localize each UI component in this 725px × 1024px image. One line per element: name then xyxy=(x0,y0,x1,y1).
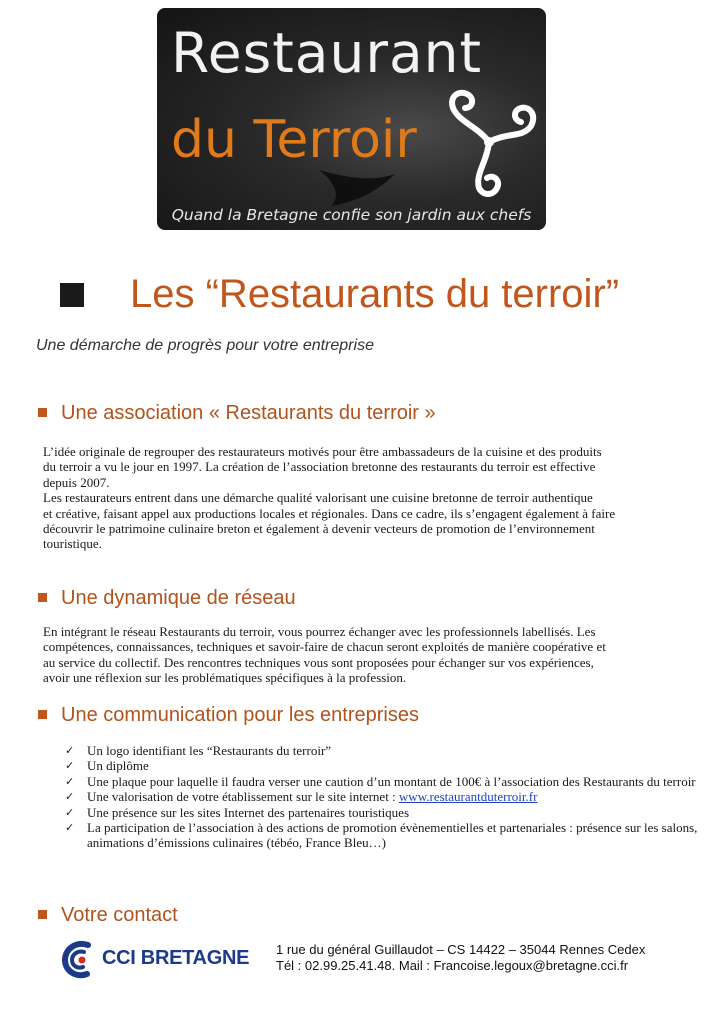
bullet-square-icon xyxy=(38,408,47,417)
section-heading-text: Une association « Restaurants du terroir » xyxy=(61,402,436,424)
section-heading-text: Une dynamique de réseau xyxy=(61,587,296,609)
list-item xyxy=(63,774,719,789)
checkmark-icon: ✓ xyxy=(65,774,75,788)
list-item xyxy=(63,758,719,773)
triskel-icon xyxy=(437,86,541,198)
checkmark-icon: ✓ xyxy=(65,744,75,757)
wing-icon xyxy=(317,168,397,208)
checkmark-icon: ✓ xyxy=(65,805,75,819)
list-item-text: Une plaque pour laquelle il faudra verser une caution d’un montant de 100€ à l’association des Restaurants du terroir xyxy=(87,773,696,789)
paragraph-line: compétences, connaissances, techniques et savoir-faire de chacun seront exploités de manière coopérative et xyxy=(43,639,606,655)
page-title: Les “Restaurants du terroir” xyxy=(130,272,620,316)
paragraph-line: L’idée originale de regrouper des restaurateurs motivés pour être ambassadeurs de la cuisine et des produits xyxy=(43,444,602,459)
title-bullet-square xyxy=(60,283,84,307)
paragraph-line: depuis 2007. xyxy=(43,474,110,490)
section-heading-text: Votre contact xyxy=(61,904,178,926)
paragraph-line: découvrir le patrimoine culinaire breton et également à devenir vecteurs de promotion de l’environnement xyxy=(43,521,595,537)
list-item-text: Un diplôme xyxy=(87,758,149,774)
cci-swirl-icon xyxy=(62,939,98,979)
list-item-text: Une valorisation de votre établissement sur le site internet : xyxy=(87,789,399,805)
website-link[interactable]: www.restaurantduterroir.fr xyxy=(398,789,538,805)
checkmark-icon: ✓ xyxy=(65,821,75,835)
list-item-text: Un logo identifiant les “Restaurants du terroir” xyxy=(87,743,332,758)
paragraph-line: et créative, faisant appel aux productions locales et régionales. Dans ce cadre, ils s’engagent également à faire xyxy=(43,505,616,521)
restaurant-du-terroir-logo xyxy=(157,8,546,230)
paragraph-line: au service du collectif. Des rencontres techniques vous sont proposées pour échanger sur vos expériences, xyxy=(43,654,594,670)
logo-line-2: du Terroir xyxy=(171,110,417,170)
section-heading-contact xyxy=(38,904,178,927)
cci-bretagne-logo xyxy=(62,939,250,979)
list-item xyxy=(63,805,719,820)
paragraph-line: touristique. xyxy=(43,536,102,552)
bullet-square-icon xyxy=(38,710,47,719)
contact-block xyxy=(276,942,645,974)
section-heading-association xyxy=(38,402,436,425)
section-heading-reseau xyxy=(38,587,296,610)
paragraph-line: En intégrant le réseau Restaurants du terroir, vous pourrez échanger avec les professionnels labellisés. Les xyxy=(43,624,596,639)
bullet-square-icon xyxy=(38,910,47,919)
section-heading-communication xyxy=(38,704,419,727)
logo-line-1: Restaurant xyxy=(171,21,483,85)
page-subtitle: Une démarche de progrès pour votre entreprise xyxy=(36,337,374,354)
paragraph-reseau xyxy=(43,624,673,686)
communication-list xyxy=(63,743,719,851)
phone-mail-line: Tél : 02.99.25.41.48. Mail : Francoise.legoux@bretagne.cci.fr xyxy=(276,958,629,973)
paragraph-association xyxy=(43,444,673,552)
checkmark-icon: ✓ xyxy=(65,790,75,804)
list-item xyxy=(63,743,719,758)
address-line: 1 rue du général Guillaudot – CS 14422 – 35044 Rennes Cedex xyxy=(276,942,646,957)
section-heading-text: Une communication pour les entreprises xyxy=(61,704,419,726)
paragraph-line: Les restaurateurs entrent dans une démarche qualité valorisant une cuisine bretonne de terroir authentique xyxy=(43,490,593,506)
checkmark-icon: ✓ xyxy=(65,759,75,773)
cci-org-name: CCI BRETAGNE xyxy=(102,947,250,969)
list-item xyxy=(63,789,719,804)
paragraph-line: du terroir a vu le jour en 1997. La création de l’association bretonne des restaurants du terroir est effective xyxy=(43,459,596,475)
bullet-square-icon xyxy=(38,593,47,602)
list-item xyxy=(63,820,719,851)
paragraph-line: avoir une réflexion sur les problématiques spécifiques à la profession. xyxy=(43,670,407,686)
logo-tagline: Quand la Bretagne confie son jardin aux chefs xyxy=(171,206,532,224)
list-item-text: La participation de l’association à des actions de promotion évènementielles et partenariales : présence sur les salons, animations d’émissions culinaires (tébéo, France Bleu…) xyxy=(87,820,698,851)
list-item-text: Une présence sur les sites Internet des partenaires touristiques xyxy=(87,804,410,820)
